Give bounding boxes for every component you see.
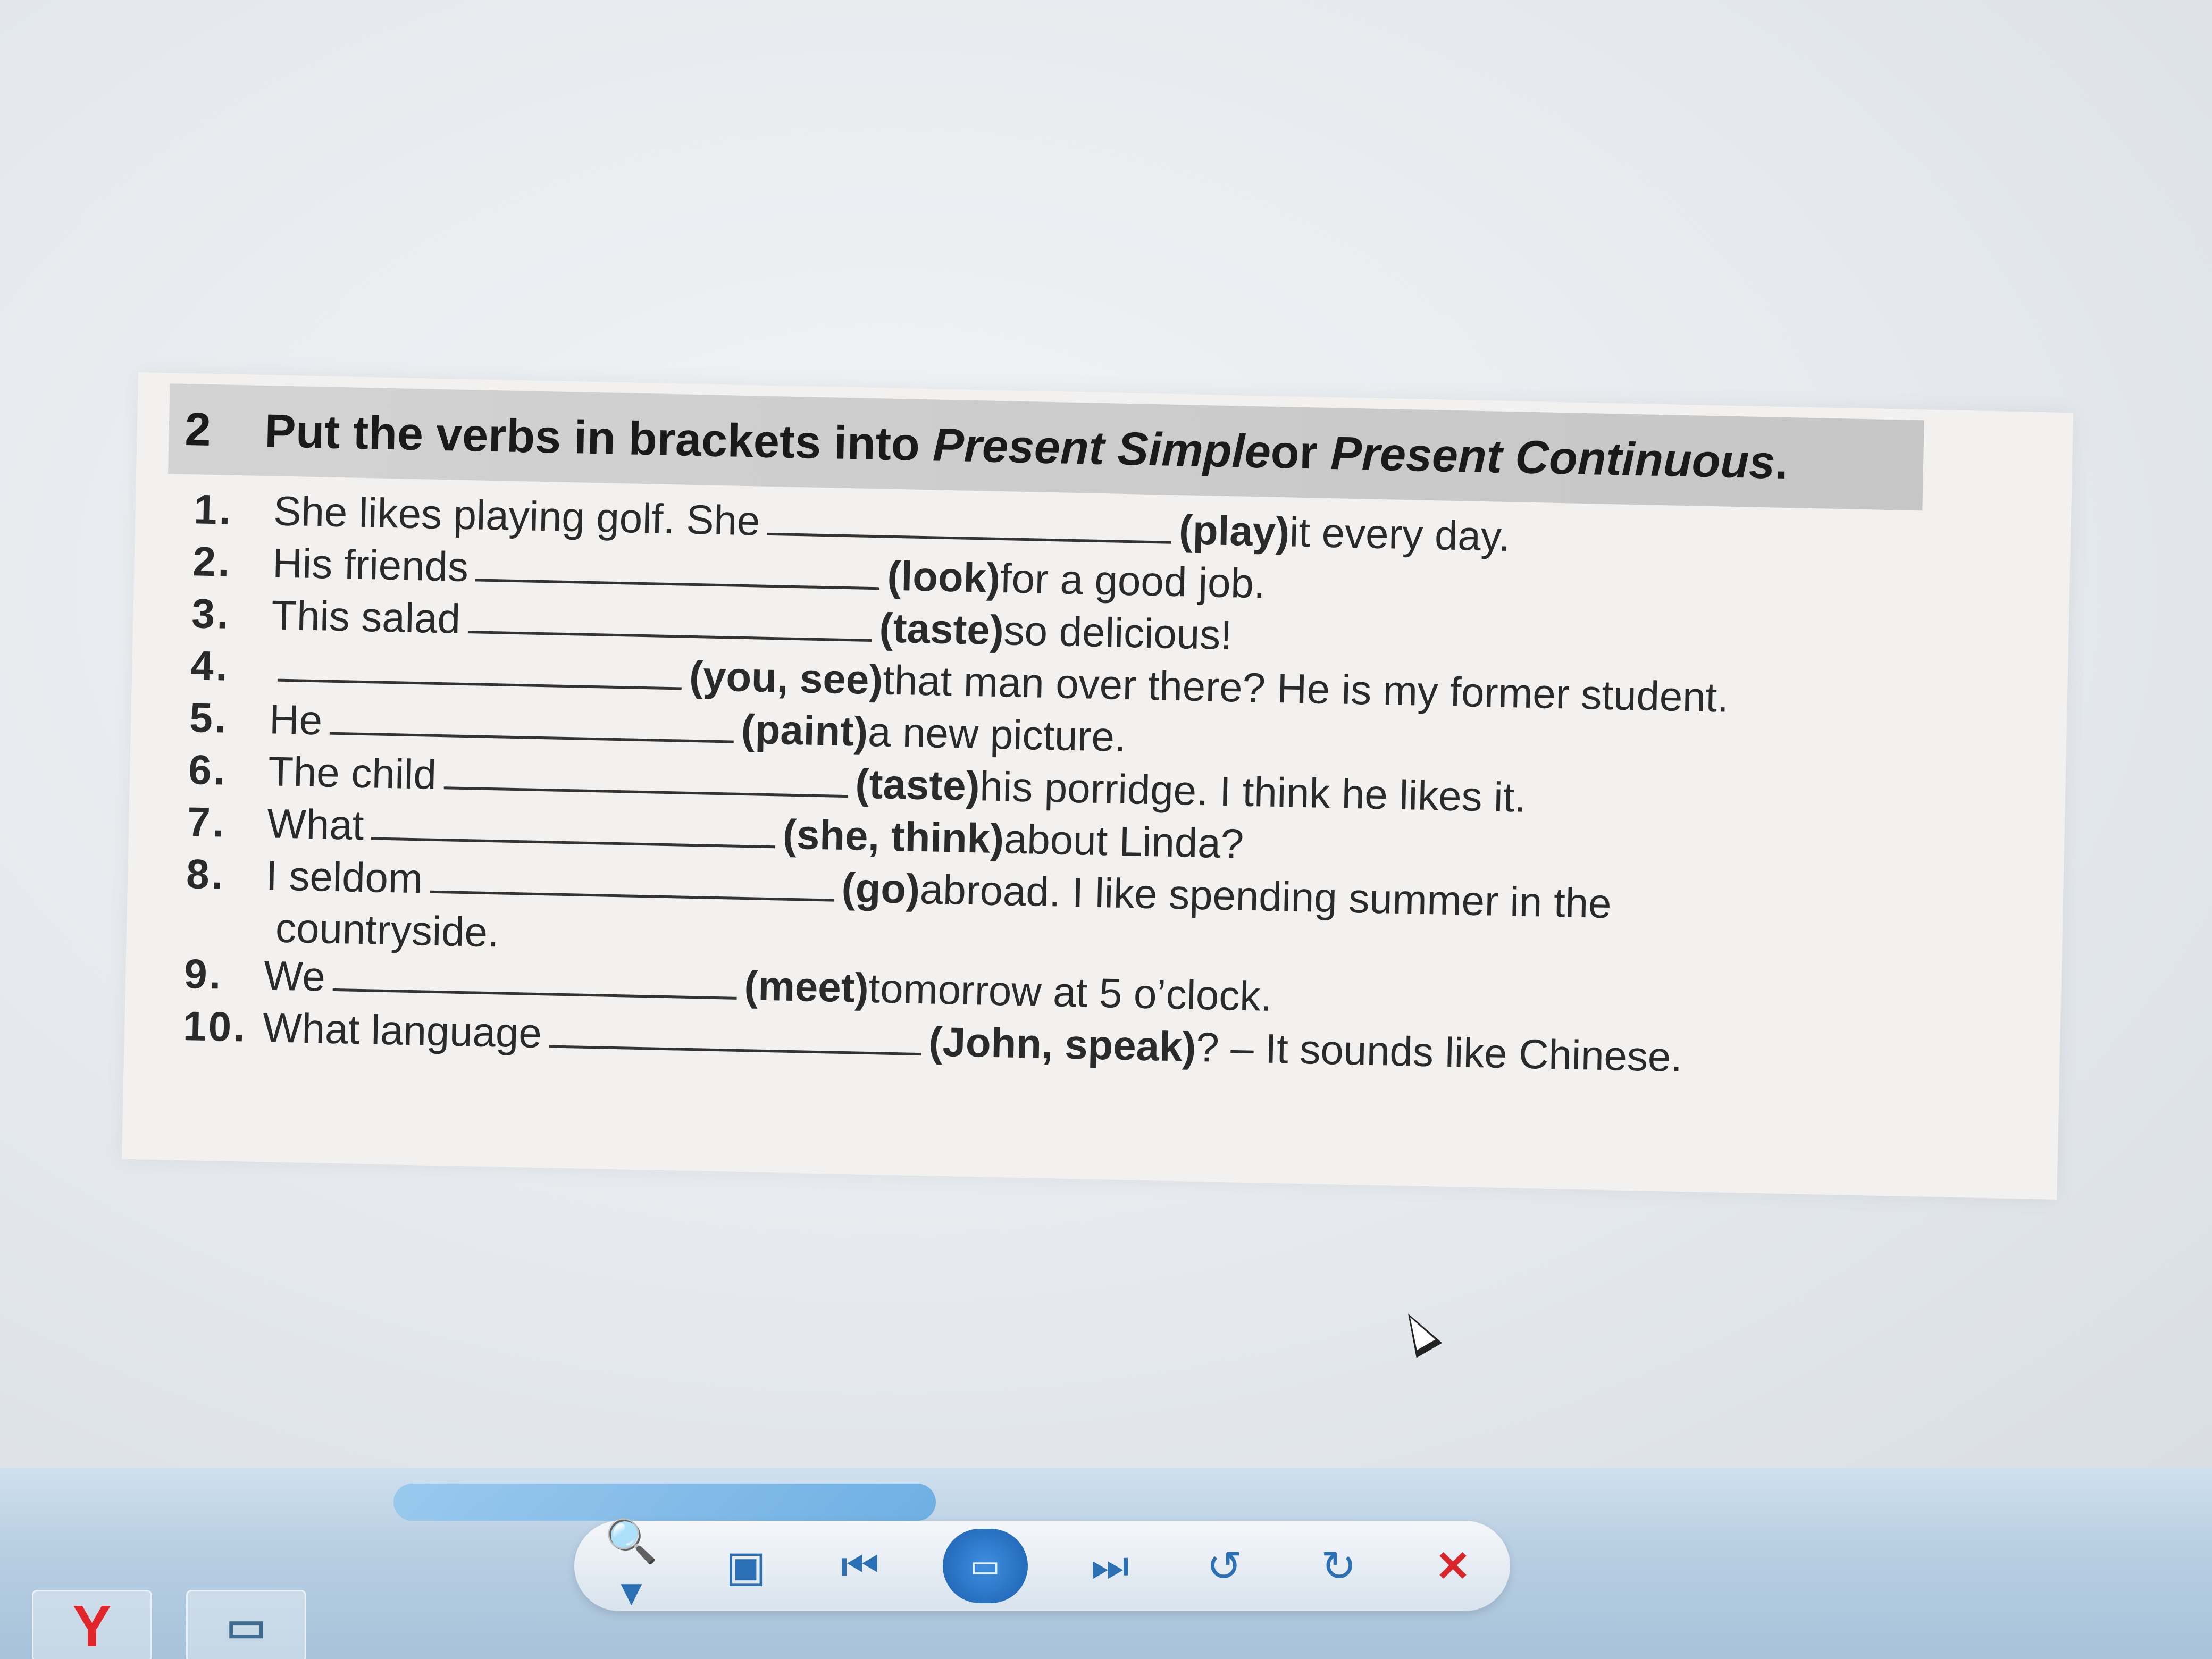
worksheet-image (122, 372, 2073, 1200)
answer-blank (549, 1018, 921, 1055)
instruction-prefix: Put the verbs in brackets into (264, 404, 920, 471)
instruction-or: or (1270, 425, 1318, 479)
exercise-item-4: 4. (you, see) that man over there? He is my former student. (190, 642, 1729, 721)
exercise-heading: 2 Put the verbs in brackets into Present Simple or Present Continuous . (168, 383, 1924, 510)
zoom-in-icon[interactable]: 🔍▾ (605, 1517, 658, 1615)
answer-blank (767, 506, 1172, 544)
taskbar-yandex-button[interactable] (32, 1590, 152, 1659)
answer-blank (278, 652, 682, 690)
answer-blank (430, 864, 834, 902)
fit-screen-icon[interactable]: ▣ (725, 1542, 766, 1590)
exercise-item-8: 8. I seldom (go) abroad. I like spending summer in the (186, 850, 1612, 927)
slideshow-icon[interactable]: ▭ (943, 1529, 1028, 1603)
tense-2: Present Continuous (1330, 426, 1776, 489)
answer-blank (330, 706, 734, 743)
previous-icon[interactable]: ⏮ (841, 1541, 879, 1589)
viewer-controls (574, 1517, 1510, 1615)
tense-1: Present Simple (932, 418, 1271, 478)
toolbar-highlight (393, 1484, 936, 1521)
exercise-item-10: 10. What language (John, speak) ? – It sounds like Chinese. (182, 1002, 1683, 1081)
yandex-logo-icon: Y (72, 1593, 112, 1659)
mouse-cursor-icon (1395, 1306, 1442, 1358)
answer-blank (475, 552, 880, 590)
exercise-item-7: 7. What (she, think) about Linda? (187, 798, 1244, 867)
exercise-item-6: 6. The child (taste) his porridge. I think he likes it. (188, 746, 1527, 821)
taskbar-photo-viewer-button[interactable] (186, 1590, 306, 1659)
exercise-item-2: 2. His friends (look) for a good job. (192, 538, 1266, 607)
answer-blank (332, 962, 737, 1000)
exercise-items (182, 485, 2029, 1092)
photo-viewer-icon: ▭ (226, 1602, 266, 1650)
delete-icon[interactable]: ✕ (1435, 1542, 1471, 1590)
exercise-item-9: 9. We (meet) tomorrow at 5 o’clock. (183, 950, 1273, 1020)
exercise-item-3: 3. This salad (taste) so delicious! (191, 590, 1233, 659)
answer-blank (443, 760, 848, 798)
exercise-number: 2 (184, 402, 212, 456)
viewer-toolbar-area (0, 1468, 2212, 1659)
exercise-item-5: 5. He (paint) a new picture. (189, 694, 1127, 761)
exercise-item-1: 1. She likes playing golf. She (play) it every day. (193, 485, 1511, 560)
next-icon[interactable]: ⏭ (1091, 1541, 1129, 1589)
rotate-left-icon[interactable]: ↺ (1206, 1542, 1243, 1590)
answer-blank (467, 604, 872, 642)
exercise-item-8-continuation: countryside. (275, 904, 500, 956)
answer-blank (371, 810, 776, 848)
rotate-right-icon[interactable]: ↻ (1320, 1542, 1357, 1590)
